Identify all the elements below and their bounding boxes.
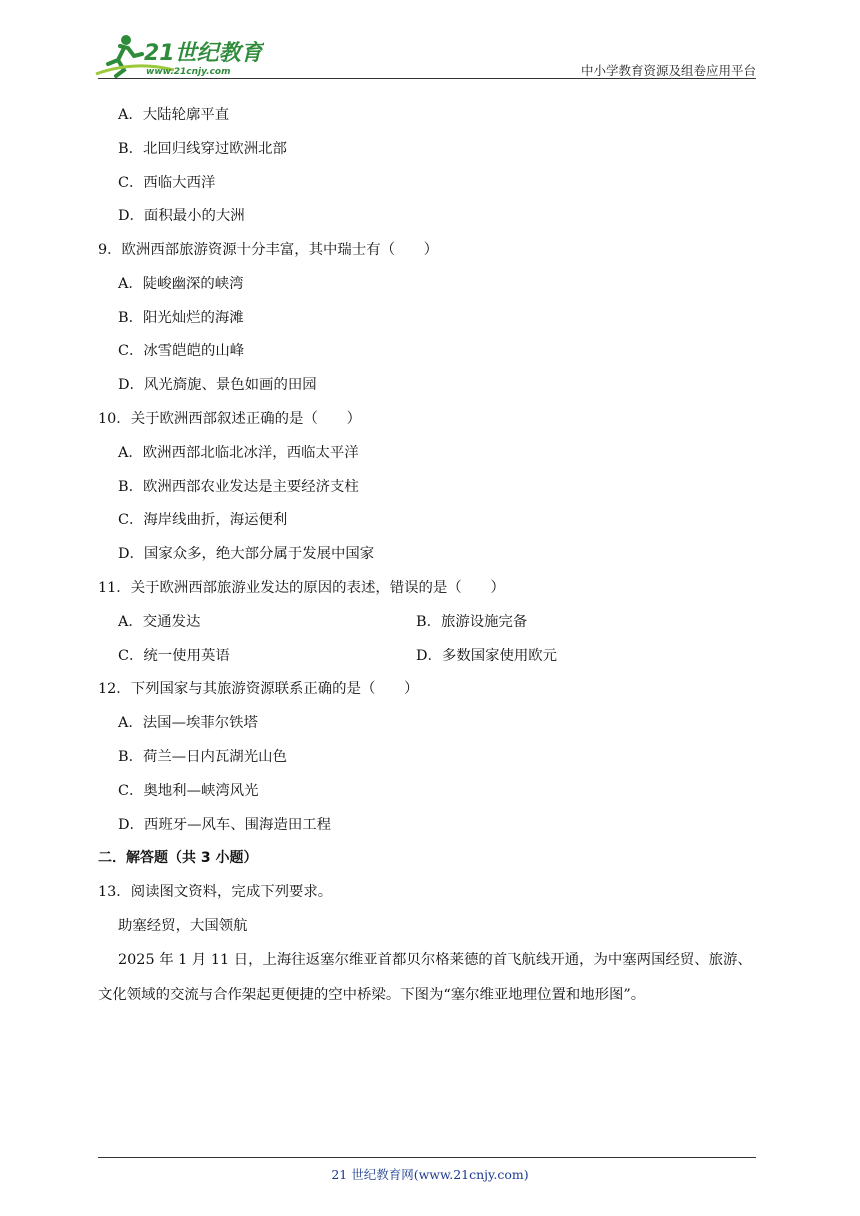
q9-stem: 9．欧洲西部旅游资源十分丰富，其中瑞士有（ ）: [98, 242, 439, 258]
q10-stem: 10．关于欧洲西部叙述正确的是（ ）: [98, 411, 361, 427]
section-heading: 二．解答题（共 3 小题）: [98, 850, 258, 866]
footer-divider: [98, 1157, 756, 1158]
q11-option-c: C．统一使用英语: [118, 648, 230, 664]
q13-subtitle: 助塞经贸，大国领航: [118, 918, 248, 934]
q10-option-b: B．欧洲西部农业发达是主要经济支柱: [118, 479, 359, 495]
runner-logo-icon: [94, 30, 264, 80]
footer-link[interactable]: 21 世纪教育网(www.21cnjy.com): [331, 1167, 529, 1182]
q8-option-c: C．西临大西洋: [118, 175, 216, 191]
q10-option-c: C．海岸线曲折，海运便利: [118, 512, 288, 528]
platform-title: 中小学教育资源及组卷应用平台: [580, 63, 756, 78]
q9-option-b: B．阳光灿烂的海滩: [118, 310, 244, 326]
q9-option-a: A．陡峻幽深的峡湾: [118, 276, 244, 292]
q8-option-a: A．大陆轮廓平直: [118, 107, 230, 123]
q13-stem: 13．阅读图文资料，完成下列要求。: [98, 884, 333, 900]
q11-option-a: A．交通发达: [118, 614, 201, 630]
q8-option-b: B．北回归线穿过欧洲北部: [118, 141, 287, 157]
q8-option-d: D．面积最小的大洲: [118, 208, 245, 224]
q12-option-b: B．荷兰—日内瓦湖光山色: [118, 749, 287, 765]
q13-paragraph-line-2: 文化领域的交流与合作架起更便捷的空中桥梁。下图为“塞尔维亚地理位置和地形图”。: [98, 987, 646, 1003]
q12-stem: 12．下列国家与其旅游资源联系正确的是（ ）: [98, 681, 419, 697]
q10-option-a: A．欧洲西部北临北冰洋，西临太平洋: [118, 445, 359, 461]
q13-paragraph-line-1: 2025 年 1 月 11 日，上海往返塞尔维亚首都贝尔格莱德的首飞航线开通，为中塞两国经贸、旅游、: [118, 952, 752, 968]
q12-option-a: A．法国—埃菲尔铁塔: [118, 715, 258, 731]
logo-url-text: www.21cnjy.com: [146, 67, 231, 77]
q11-option-b: B．旅游设施完备: [416, 614, 528, 630]
brand-logo: [94, 30, 264, 80]
q12-option-c: C．奥地利—峡湾风光: [118, 783, 259, 799]
q11-option-d: D．多数国家使用欧元: [416, 648, 558, 664]
q10-option-d: D．国家众多，绝大部分属于发展中国家: [118, 546, 375, 562]
header-divider: [98, 78, 756, 79]
page-header: [0, 0, 860, 84]
logo-text: 21世纪教育: [144, 41, 263, 66]
q9-option-c: C．冰雪皑皑的山峰: [118, 343, 245, 359]
q11-stem: 11．关于欧洲西部旅游业发达的原因的表述，错误的是（ ）: [98, 580, 505, 596]
q12-option-d: D．西班牙—风车、围海造田工程: [118, 817, 332, 833]
q9-option-d: D．风光旖旎、景色如画的田园: [118, 377, 317, 393]
